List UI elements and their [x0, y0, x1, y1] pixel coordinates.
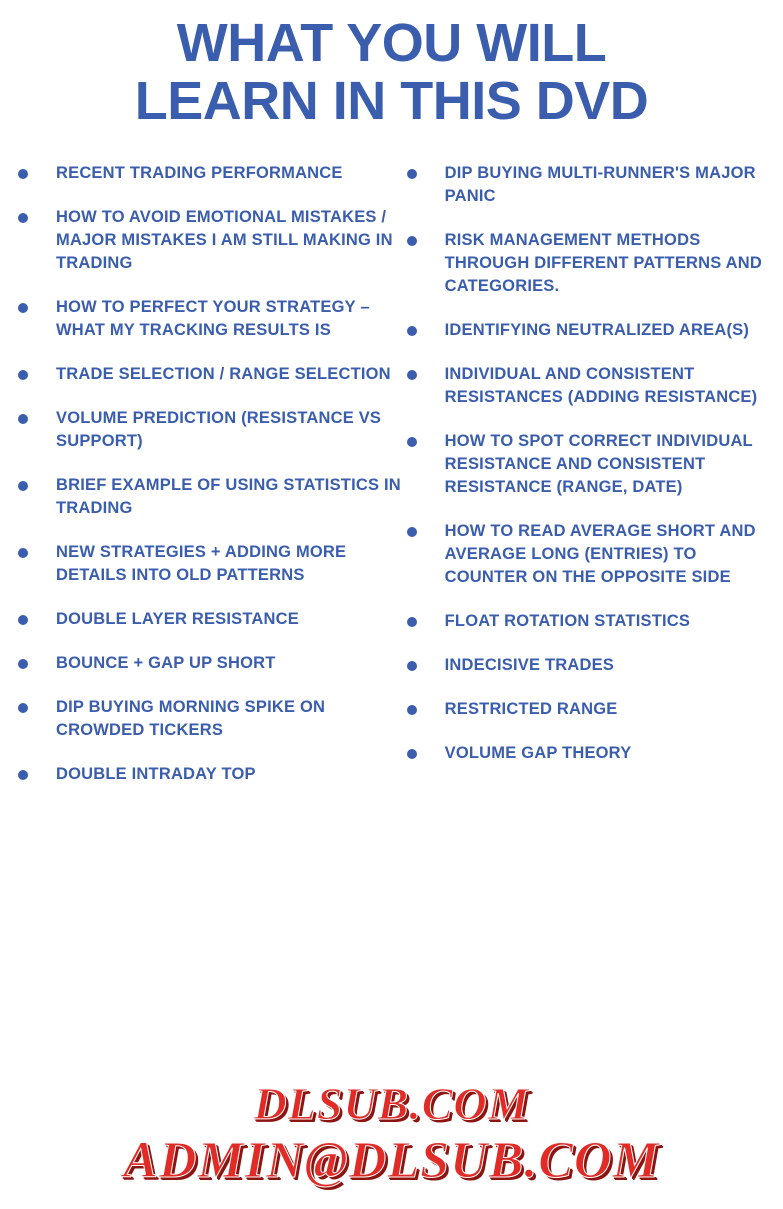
list-item-label: HOW TO AVOID EMOTIONAL MISTAKES / MAJOR MISTAKES I AM STILL MAKING IN TRADING: [56, 208, 393, 272]
list-item: [407, 654, 765, 677]
bullet-dot-icon: [407, 617, 417, 627]
list-item: [18, 541, 407, 587]
left-column-list: [18, 162, 407, 786]
bullet-dot-icon: [407, 749, 417, 759]
bullet-dot-icon: [18, 703, 28, 713]
bullet-dot-icon: [407, 326, 417, 336]
list-item-label: VOLUME PREDICTION (RESISTANCE VS SUPPORT): [56, 409, 382, 450]
list-item-label: INDIVIDUAL AND CONSISTENT RESISTANCES (ADDING RESISTANCE): [444, 365, 758, 406]
list-item: [407, 229, 765, 298]
bullet-dot-icon: [18, 169, 28, 179]
list-item: [407, 162, 765, 208]
page-title-line-2: LEARN IN THIS DVD: [134, 71, 649, 131]
bullet-dot-icon: [407, 236, 417, 246]
bullet-dot-icon: [18, 615, 28, 625]
list-item: [18, 474, 407, 520]
bullet-dot-icon: [18, 770, 28, 780]
list-item: [18, 206, 407, 275]
bullet-dot-icon: [407, 370, 417, 380]
list-item: [407, 610, 765, 633]
list-item: [407, 319, 765, 342]
content-columns: [0, 130, 783, 807]
list-item: [407, 430, 765, 499]
list-item-label: FLOAT ROTATION STATISTICS: [444, 612, 691, 630]
bullet-dot-icon: [407, 527, 417, 537]
list-item-label: IDENTIFYING NEUTRALIZED AREA(S): [444, 321, 750, 339]
list-item-label: NEW STRATEGIES + ADDING MORE DETAILS INTO OLD PATTERNS: [56, 543, 347, 584]
page-title: [0, 0, 783, 130]
list-item: [407, 742, 765, 765]
watermark-email: ADMIN@DLSUB.COM: [123, 1131, 660, 1189]
list-item: [407, 520, 765, 589]
bullet-dot-icon: [18, 370, 28, 380]
footer-watermark: [0, 1078, 783, 1189]
page-title-line-1: WHAT YOU WILL: [176, 13, 607, 73]
bullet-dot-icon: [18, 548, 28, 558]
bullet-dot-icon: [407, 661, 417, 671]
bullet-dot-icon: [18, 213, 28, 223]
list-item: [18, 363, 407, 386]
watermark-site: DLSUB.COM: [253, 1078, 530, 1130]
list-item-label: DOUBLE LAYER RESISTANCE: [56, 610, 299, 628]
list-item-label: HOW TO READ AVERAGE SHORT AND AVERAGE LONG (ENTRIES) TO COUNTER ON THE OPPOSITE SIDE: [444, 522, 756, 586]
list-item: [18, 652, 407, 675]
bullet-dot-icon: [407, 169, 417, 179]
bullet-dot-icon: [18, 659, 28, 669]
list-item-label: HOW TO SPOT CORRECT INDIVIDUAL RESISTANCE AND CONSISTENT RESISTANCE (RANGE, DATE): [444, 432, 753, 496]
bullet-dot-icon: [18, 303, 28, 313]
right-column: [407, 162, 765, 807]
list-item: [18, 608, 407, 631]
list-item: [407, 363, 765, 409]
list-item-label: HOW TO PERFECT YOUR STRATEGY – WHAT MY TRACKING RESULTS IS: [56, 298, 370, 339]
bullet-dot-icon: [407, 437, 417, 447]
bullet-dot-icon: [407, 705, 417, 715]
list-item-label: VOLUME GAP THEORY: [444, 744, 632, 762]
left-column: [18, 162, 407, 807]
bullet-dot-icon: [18, 481, 28, 491]
list-item: [18, 296, 407, 342]
list-item-label: RESTRICTED RANGE: [444, 700, 618, 718]
list-item: [18, 162, 407, 185]
list-item-label: DIP BUYING MULTI-RUNNER'S MAJOR PANIC: [444, 164, 756, 205]
list-item: [18, 763, 407, 786]
list-item-label: RISK MANAGEMENT METHODS THROUGH DIFFERENT PATTERNS AND CATEGORIES.: [444, 231, 762, 295]
list-item-label: TRADE SELECTION / RANGE SELECTION: [56, 365, 391, 383]
list-item-label: INDECISIVE TRADES: [444, 656, 614, 674]
list-item: [407, 698, 765, 721]
list-item: [18, 407, 407, 453]
list-item: [18, 696, 407, 742]
right-column-list: [407, 162, 765, 765]
list-item-label: DIP BUYING MORNING SPIKE ON CROWDED TICKERS: [56, 698, 326, 739]
bullet-dot-icon: [18, 414, 28, 424]
list-item-label: BOUNCE + GAP UP SHORT: [56, 654, 276, 672]
list-item-label: RECENT TRADING PERFORMANCE: [56, 164, 343, 182]
list-item-label: BRIEF EXAMPLE OF USING STATISTICS IN TRADING: [56, 476, 401, 517]
list-item-label: DOUBLE INTRADAY TOP: [56, 765, 256, 783]
